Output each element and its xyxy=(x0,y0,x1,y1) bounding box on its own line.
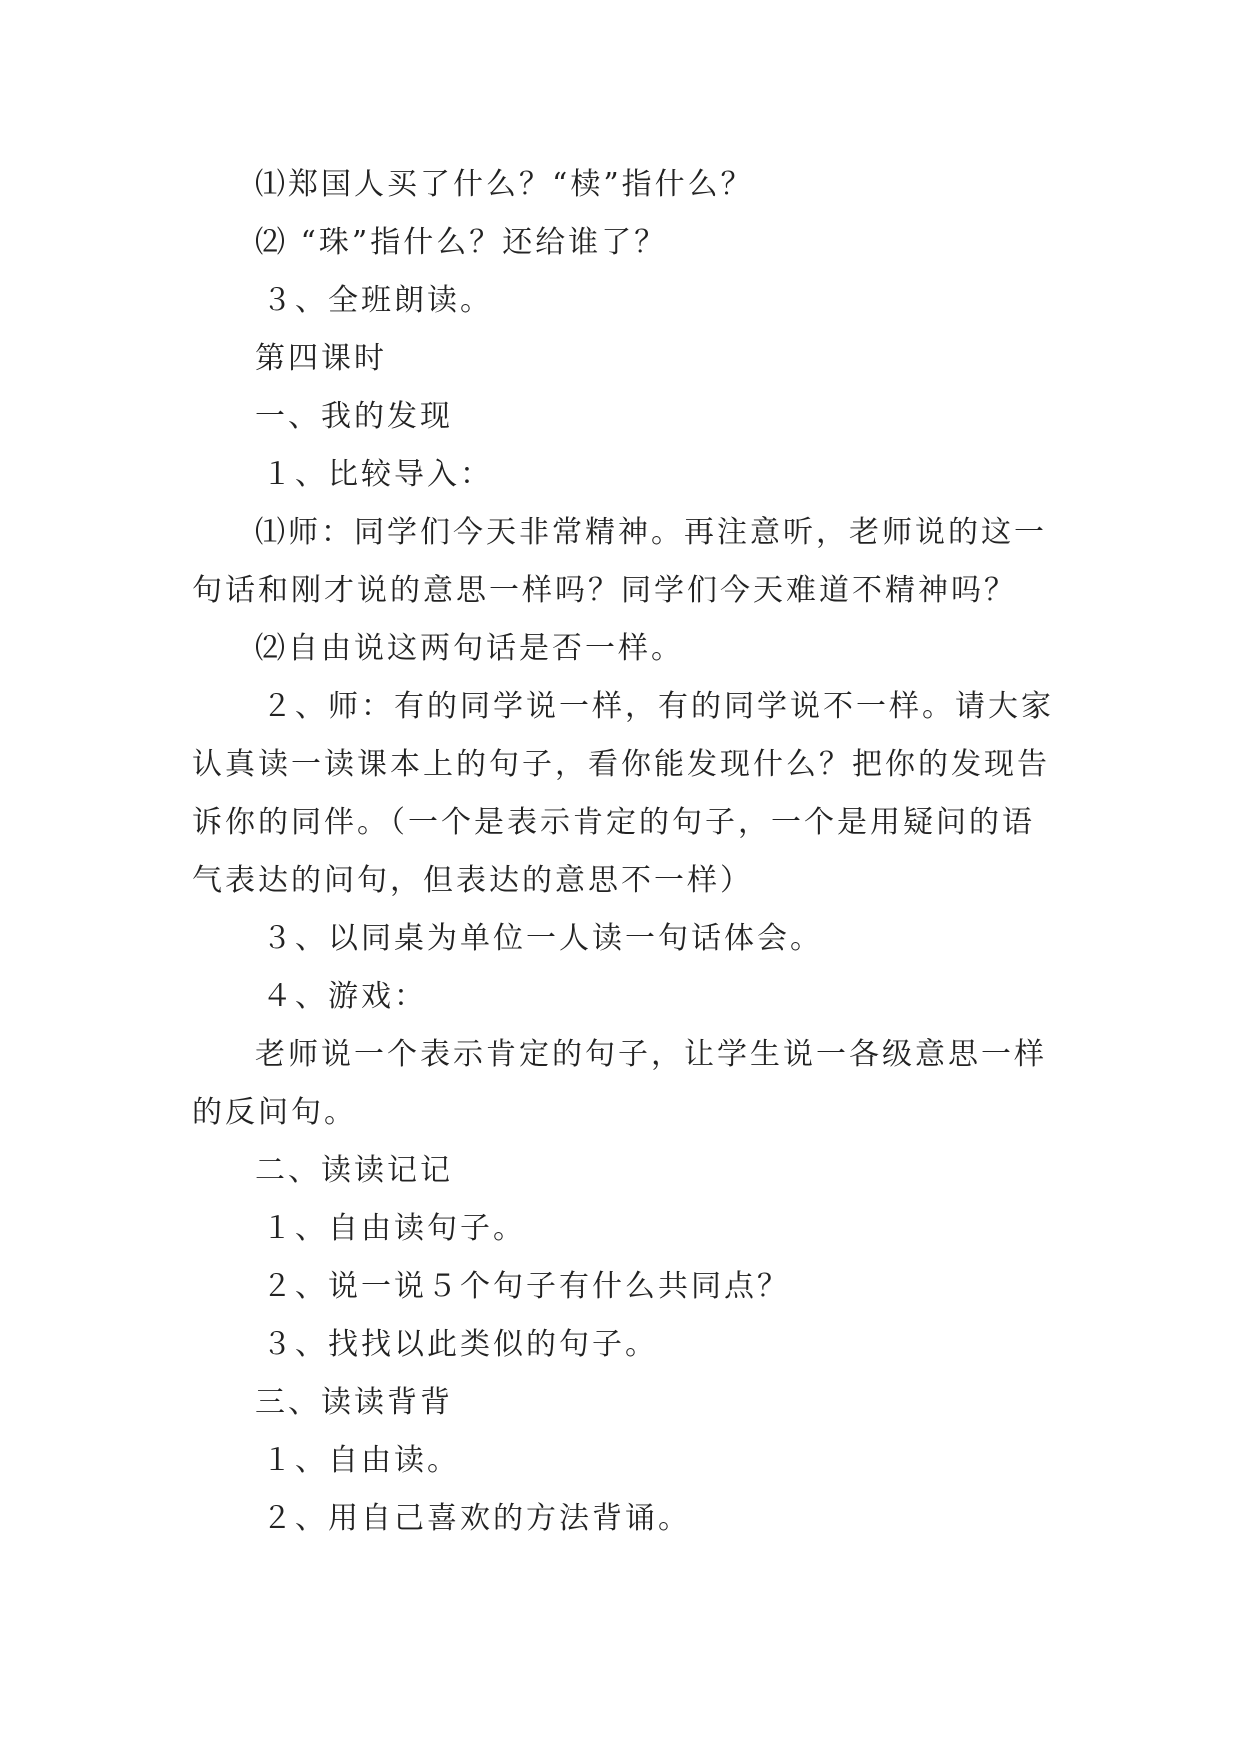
step-line: ２、说一说５个句子有什么共同点？ xyxy=(262,1269,790,1304)
step-line: ３、全班朗读。 xyxy=(262,283,493,318)
lesson-heading: 第四课时 xyxy=(255,341,387,376)
question-line-2: ⑵ “珠”指什么？还给谁了？ xyxy=(255,225,668,260)
paragraph-line: 句话和刚才说的意思一样吗？同学们今天难道不精神吗？ xyxy=(192,573,1017,608)
paragraph-line: ２、师：有的同学说一样，有的同学说不一样。请大家 xyxy=(262,689,1054,724)
step-line: １、自由读句子。 xyxy=(262,1211,526,1246)
step-line: ２、用自己喜欢的方法背诵。 xyxy=(262,1501,691,1536)
section-heading-3: 三、读读背背 xyxy=(255,1385,453,1420)
paragraph-line: 认真读一读课本上的句子，看你能发现什么？把你的发现告 xyxy=(192,747,1050,782)
paragraph-line: ⑵自由说这两句话是否一样。 xyxy=(255,631,684,666)
paragraph-line: 气表达的问句，但表达的意思不一样） xyxy=(192,863,753,898)
step-line: １、比较导入： xyxy=(262,457,493,492)
paragraph-line: ⑴师：同学们今天非常精神。再注意听，老师说的这一 xyxy=(255,515,1047,550)
paragraph-line: 老师说一个表示肯定的句子，让学生说一各级意思一样 xyxy=(255,1037,1047,1072)
step-line: １、自由读。 xyxy=(262,1443,460,1478)
section-heading-1: 一、我的发现 xyxy=(255,399,453,434)
step-line: ３、找找以此类似的句子。 xyxy=(262,1327,658,1362)
step-line: ３、以同桌为单位一人读一句话体会。 xyxy=(262,921,823,956)
section-heading-2: 二、读读记记 xyxy=(255,1153,453,1188)
paragraph-line: 的反问句。 xyxy=(192,1095,357,1130)
step-line: ４、游戏： xyxy=(262,979,427,1014)
question-line-1: ⑴郑国人买了什么？“椟”指什么？ xyxy=(255,167,754,202)
paragraph-line: 诉你的同伴。（一个是表示肯定的句子，一个是用疑问的语 xyxy=(192,805,1035,840)
